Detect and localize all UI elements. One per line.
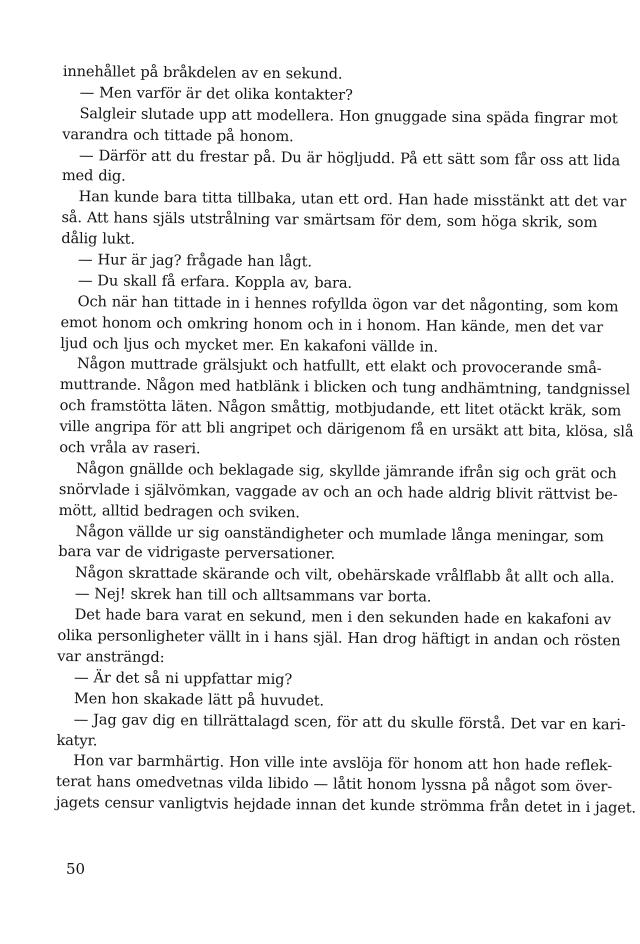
text-line: Men hon skakade lätt på huvudet. xyxy=(73,689,325,710)
text-line: bara var de vidrigaste perversationer. xyxy=(58,543,336,564)
text-line: — Nej! skrek han till och alltsammans var borta. xyxy=(74,585,432,606)
text-line: dålig lukt. xyxy=(61,230,136,248)
text-line: Det hade bara varat en sekund, men i den sekunden hade en kakafoni av xyxy=(74,606,611,629)
text-line: — Hur är jag? frågade han lågt. xyxy=(78,251,312,271)
text-line: Någon muttrade grälsjukt och hatfullt, ett elakt och provocerande små- xyxy=(77,355,602,378)
text-line: med dig. xyxy=(61,167,126,186)
text-line: och vråla av raseri. xyxy=(59,439,201,458)
text-line: terat hans omedvetnas vilda libido — låtit honom lyssna på något som över- xyxy=(56,773,613,796)
page-number: 50 xyxy=(66,860,86,878)
text-line: Någon vällde ur sig oanständigheter och mumlade långa meningar, som xyxy=(75,522,604,545)
text-line: Hon var barmhärtig. Hon ville inte avslöja för honom att hon hade reflek- xyxy=(73,752,613,775)
text-line: — Men varför är det olika kontakter? xyxy=(79,84,353,104)
body-text xyxy=(55,62,637,819)
text-line: — Du skall få erfara. Koppla av, bara. xyxy=(77,272,353,292)
text-line: Någon gnällde och beklagade sig, skyllde jämrande ifrån sig och grät och xyxy=(76,460,617,483)
text-line: emot honom och omkring honom och in i honom. Han kände, men det var xyxy=(60,313,604,336)
text-line: Någon skrattade skärande och vilt, obehärskade vrålflabb åt allt och alla. xyxy=(75,564,615,587)
text-line: ljud och ljus och mycket mer. En kakafoni vällde in. xyxy=(60,334,439,356)
text-line: jagets censur vanligtvis hejdade innan det kunde strömma från detet in i jaget. xyxy=(55,794,637,817)
text-line: så. Att hans själs utstrålning var smärtsam för dem, som höga skrik, som xyxy=(61,209,598,232)
text-line: — Är det så ni uppfattar mig? xyxy=(74,668,293,689)
text-line: Och när han tittade in i hennes rofyllda ögon var det någonting, som kom xyxy=(77,292,619,316)
text-line: mött, alltid bedragen och sviken. xyxy=(58,501,300,521)
text-line: ville angripa för att bli angripet och därigenom få en ursäkt att bita, klösa, slå xyxy=(59,418,634,441)
text-line: varandra och tittade på honom. xyxy=(62,125,294,145)
text-line: Salgleir slutade upp att modellera. Hon gnuggade sina späda fingrar mot xyxy=(79,104,618,128)
text-line: var ansträngd: xyxy=(57,647,165,666)
text-line: — Jag gav dig en tillrättalagd scen, för att du skulle förstå. Det var en kari- xyxy=(73,710,626,734)
text-line: snörvlade i självömkan, vaggade av och an och hade aldrig blivit rättvist be- xyxy=(58,480,618,504)
text-line: olika personligheter vällt in i hans själ. Han drog häftigt in andan och rösten xyxy=(57,627,621,650)
text-line: Han kunde bara titta tillbaka, utan ett ord. Han hade misstänkt att det var xyxy=(78,188,627,211)
text-line: och framstötta läten. Någon småttig, motbjudande, ett litet otäckt kräk, som xyxy=(59,397,622,420)
text-line: katyr. xyxy=(56,731,98,749)
text-line: innehållet på bråkdelen av en sekund. xyxy=(62,62,343,83)
text-line: — Därför att du frestar på. Du är högljudd. På ett sätt som får oss att lida xyxy=(79,146,621,169)
text-line: muttrande. Någon med hatblänk i blicken och tung andhämtning, tandgnissel xyxy=(59,376,631,399)
